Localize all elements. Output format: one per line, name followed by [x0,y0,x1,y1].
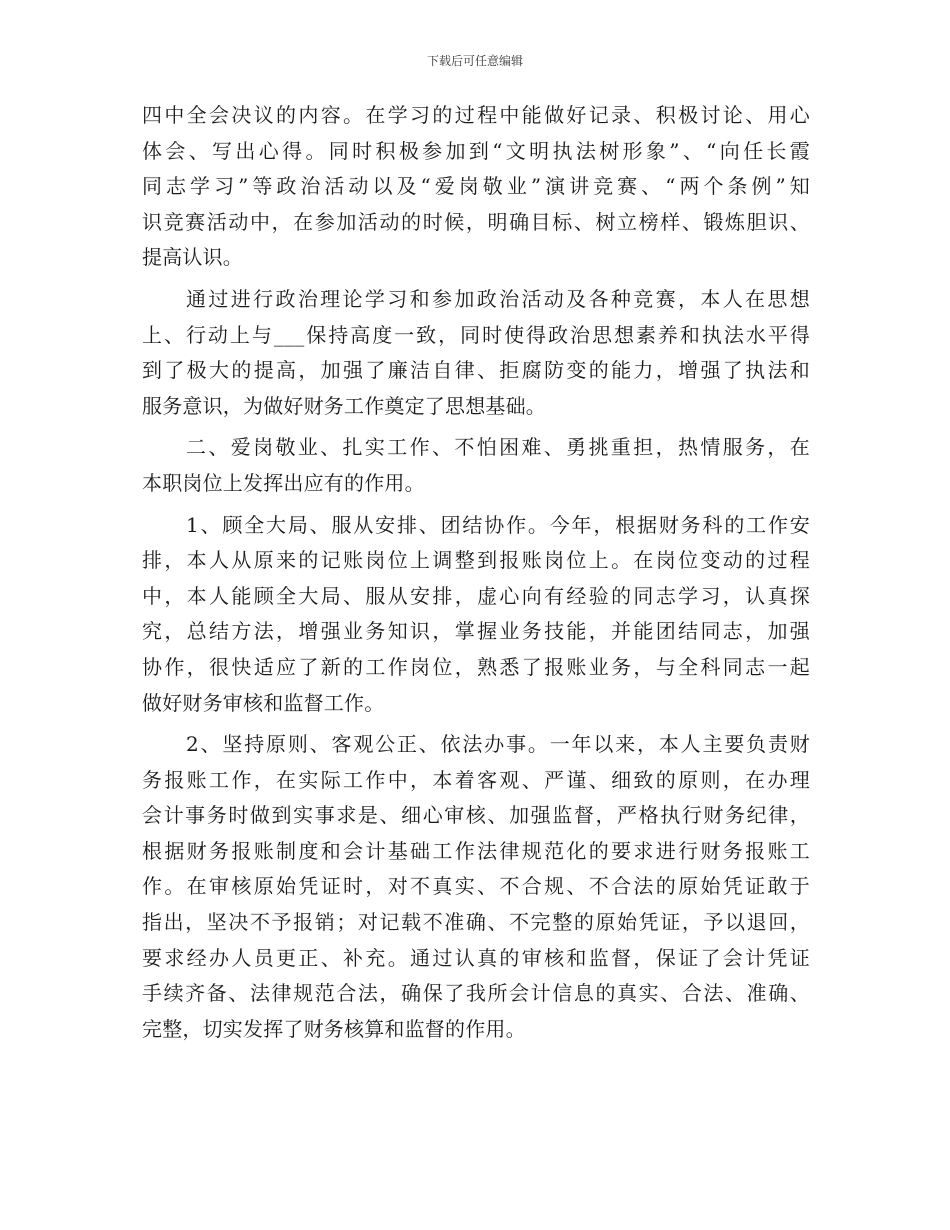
text-line: 完整，切实发挥了财务核算和监督的作用。 [142,1016,526,1041]
text-line: 提高认识。 [142,245,243,270]
text-line: 上、行动上与___保持高度一致，同时使得政治思想素养和执法水平得 [142,322,810,347]
text-line: 究，总结方法，增强业务知识，掌握业务技能，并能团结同志，加强 [142,619,810,644]
paragraph [142,282,810,424]
text-line: 四中全会决议的内容。在学习的过程中能做好记录、积极讨论、用心 [142,103,810,127]
text-line: 本职岗位上发挥出应有的作用。 [142,470,425,495]
paragraph [142,508,810,722]
text-line: 协作，很快适应了新的工作岗位，熟悉了报账业务，与全科同志一起 [142,654,810,679]
text-line: 指出，坚决不予报销；对记载不准确、不完整的原始凭证，予以退回， [142,910,810,935]
text-line: 中，本人能顾全大局、服从安排，虚心向有经验的同志学习，认真探 [142,583,810,608]
text-line: 通过进行政治理论学习和参加政治活动及各种竞赛，本人在思想 [186,286,810,311]
document-body [142,98,810,1047]
text-line: 体会、写出心得。同时积极参加到“文明执法树形象”、“向任长霞 [142,138,810,163]
text-line: 手续齐备、法律规范合法，确保了我所会计信息的真实、合法、准确、 [142,981,810,1006]
paragraph [142,98,810,276]
text-line: 根据财务报账制度和会计基础工作法律规范化的要求进行财务报账工 [142,838,810,863]
text-line: 识竞赛活动中，在参加活动的时候，明确目标、树立榜样、锻炼胆识、 [142,209,810,234]
text-line: 务报账工作，在实际工作中，本着客观、严谨、细致的原则，在办理 [142,767,810,792]
page-header: 下载后可任意编辑 [426,54,523,68]
text-line: 1、顾全大局、服从安排、团结协作。今年，根据财务科的工作安 [186,512,810,537]
text-line: 二、爱岗敬业、扎实工作、不怕困难、勇挑重担，热情服务，在 [186,435,810,460]
text-line: 2、坚持原则、客观公正、依法办事。一年以来，本人主要负责财 [186,732,810,757]
text-line: 同志学习”等政治活动以及“爱岗敬业”演讲竞赛、“两个条例”知 [142,174,810,199]
paragraph [142,727,810,1047]
text-line: 排，本人从原来的记账岗位上调整到报账岗位上。在岗位变动的过程 [142,548,810,573]
text-line: 到了极大的提高，加强了廉洁自律、拒腐防变的能力，增强了执法和 [142,358,810,383]
text-line: 要求经办人员更正、补充。通过认真的审核和监督，保证了会计凭证 [142,945,810,970]
text-line: 做好财务审核和监督工作。 [142,690,385,715]
text-line: 作。在审核原始凭证时，对不真实、不合规、不合法的原始凭证敢于 [142,874,810,899]
text-line: 会计事务时做到实事求是、细心审核、加强监督，严格执行财务纪律， [142,803,810,828]
text-line: 服务意识，为做好财务工作奠定了思想基础。 [142,393,546,418]
paragraph [142,430,810,501]
